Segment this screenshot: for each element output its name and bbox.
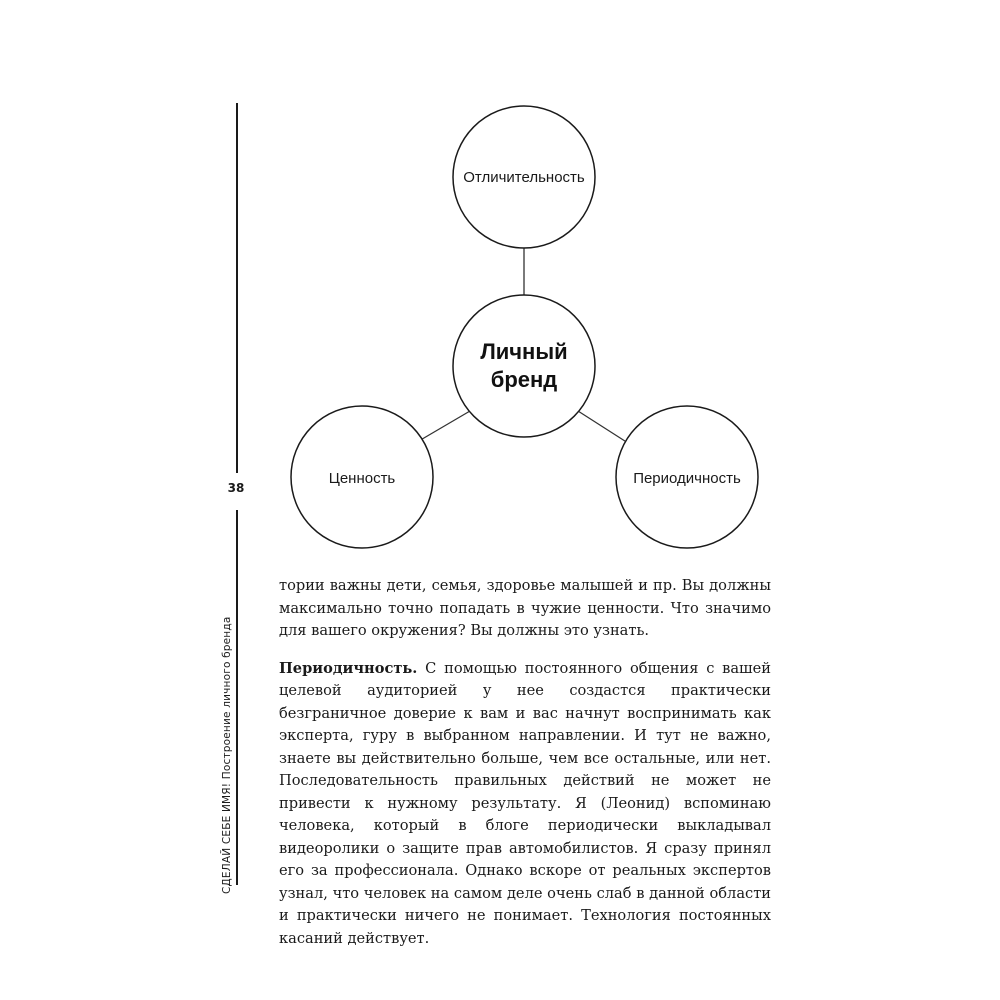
margin-rule-top <box>236 103 238 473</box>
book-title: СДЕЛАЙ СЕБЕ ИМЯ! <box>221 782 233 894</box>
margin-rule-bottom <box>236 510 238 885</box>
node-right-label: Периодичность <box>633 470 741 487</box>
paragraph-periodicity <box>279 658 771 951</box>
page-number: 38 <box>227 481 245 495</box>
paragraph-lead: Периодичность. <box>279 659 418 677</box>
node-top-label: Отличительность <box>463 169 585 186</box>
connector-right <box>578 411 628 443</box>
chapter-title: Построение личного бренда <box>221 616 233 780</box>
body-text <box>279 575 771 950</box>
node-left-label: Ценность <box>328 470 396 487</box>
paragraph-body: С помощью постоянного общения с вашей целевой аудиторией у нее создастся практически безграничное доверие к вам и вас начнут воспринимать как эксперта, гуру в выбранном направлении. И тут не важно, знаете вы действительно больше, чем все остальные, или нет. Последовательность правильных действий не может не привести к нужному результату. Я (Леонид) вспоминаю человека, который в блоге периодически выкладывал видеоролики о защите прав автомобилистов. Я сразу принял его за профессионала. Однако вскоре от реальных экспертов узнал, что человек на самом деле очень слаб в данной области и практически ничего не понимает. Технология постоянных касаний действует. <box>279 659 771 947</box>
node-center-circle <box>453 295 595 437</box>
node-center-label-line2: бренд <box>490 367 558 392</box>
paragraph-values-continued: тории важны дети, семья, здоровье малышей и пр. Вы должны максимально точно попадать в чужие ценности. Что значимо для вашего окружения? Вы должны это узнать. <box>279 577 771 639</box>
node-center-label-line1: Личный <box>480 339 568 364</box>
running-header <box>221 617 233 894</box>
